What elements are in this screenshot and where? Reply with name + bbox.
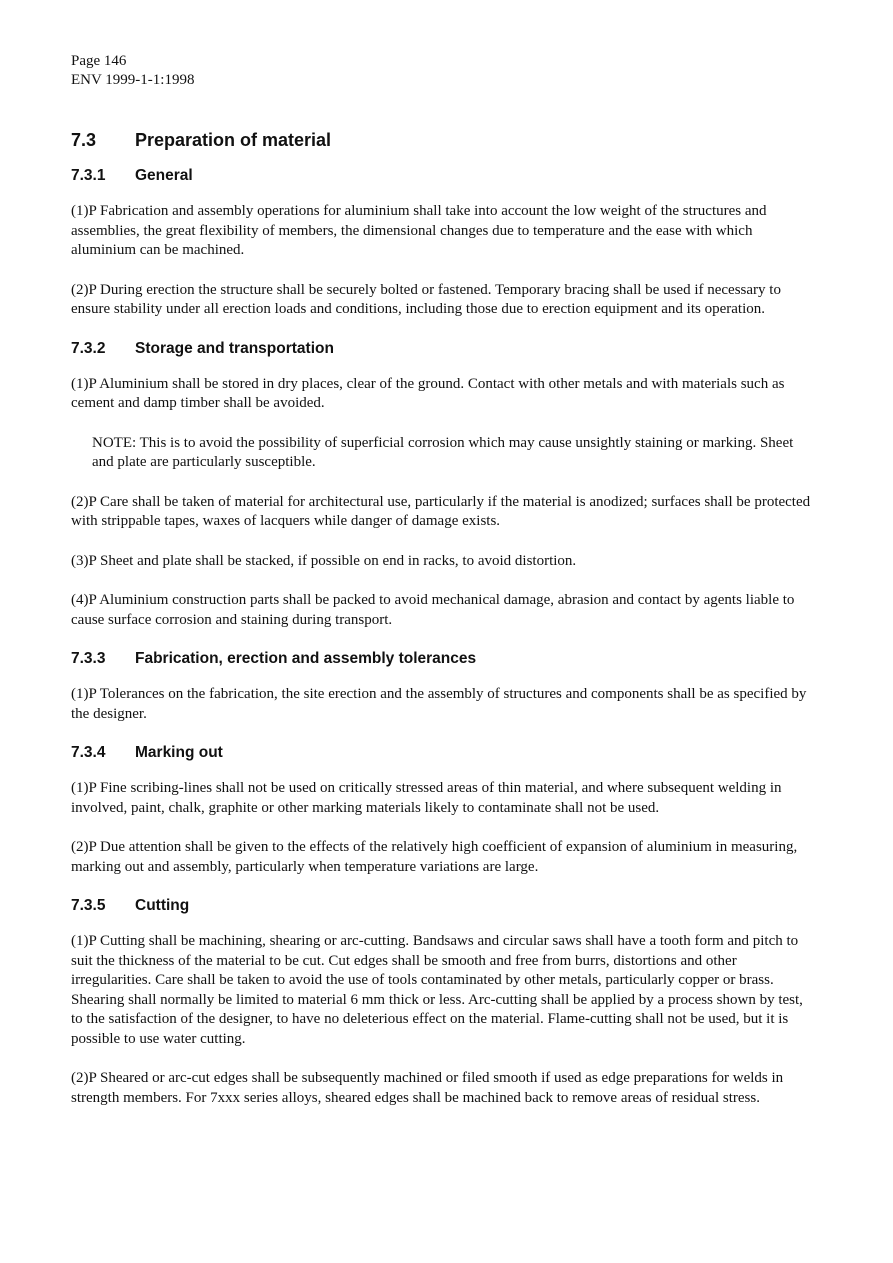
document-body <box>71 130 816 1128</box>
subsection-number: 7.3.5 <box>71 897 106 914</box>
section-heading <box>71 130 816 151</box>
subsection-heading-storage <box>71 340 816 358</box>
paragraph: (2)P Sheared or arc-cut edges shall be subsequently machined or filed smooth if used as edge preparations for welds in strength members. For 7xxx series alloys, sheared edges shall be machined back to remove areas of residual stress. <box>71 1070 784 1106</box>
page-number: Page 146 <box>71 53 127 69</box>
subsection-heading-cutting <box>71 897 816 915</box>
paragraph: (2)P During erection the structure shall be securely bolted or fastened. Temporary bracing shall be used if necessary to ensure stability under all erection loads and conditions, including those due to erection equipment and its operation. <box>71 281 781 317</box>
subsection-title: Storage and transportation <box>135 339 334 357</box>
subsection-title: Marking out <box>135 744 223 761</box>
note-paragraph: NOTE: This is to avoid the possibility of superficial corrosion which may cause unsightly staining or marking. Sheet and plate are particularly susceptible. <box>92 434 794 470</box>
subsection-title: Cutting <box>135 897 190 914</box>
paragraph: (2)P Care shall be taken of material for architectural use, particularly if the material is anodized; surfaces shall be protected with strippable tapes, waxes of lacquers while danger of damage exists. <box>71 493 811 529</box>
standard-reference: ENV 1999-1-1:1998 <box>71 72 195 88</box>
subsection-heading-tolerances <box>71 650 816 668</box>
paragraph: (1)P Cutting shall be machining, shearing or arc-cutting. Bandsaws and circular saws shall have a tooth form and pitch to suit the thickness of the material to be cut. Cut edges shall be smooth and free from burrs, distortions and other irregularities. Care shall be taken to avoid the use of tools contaminated by other metals, particularly copper or brass. Shearing shall normally be limited to material 6 mm thick or less. Arc-cutting shall be applied by a process shown by test, to the satisfaction of the designer, to have no deleterious effect on the material. Flame-cutting shall not be used, but it is possible to use water cutting. <box>71 933 803 1047</box>
subsection-title: General <box>135 167 193 184</box>
subsection-number: 7.3.1 <box>71 167 106 184</box>
subsection-number: 7.3.3 <box>71 650 106 667</box>
subsection-number: 7.3.2 <box>71 339 106 357</box>
paragraph: (1)P Fine scribing-lines shall not be used on critically stressed areas of thin material, and where subsequent welding in involved, paint, chalk, graphite or other marking materials likely to contaminate shall not be used. <box>71 780 782 816</box>
subsection-heading-general <box>71 167 816 185</box>
page-header <box>71 52 194 90</box>
paragraph: (2)P Due attention shall be given to the effects of the relatively high coefficient of expansion of aluminium in measuring, marking out and assembly, particularly when temperature variations are large. <box>71 839 798 875</box>
paragraph: (3)P Sheet and plate shall be stacked, if possible on end in racks, to avoid distortion. <box>71 552 577 569</box>
subsection-title: Fabrication, erection and assembly tolerances <box>135 650 477 667</box>
section-title: Preparation of material <box>135 130 332 150</box>
paragraph: (4)P Aluminium construction parts shall be packed to avoid mechanical damage, abrasion and contact by agents liable to cause surface corrosion and staining during transport. <box>71 592 795 628</box>
paragraph: (1)P Tolerances on the fabrication, the site erection and the assembly of structures and components shall be as specified by the designer. <box>71 686 807 722</box>
subsection-number: 7.3.4 <box>71 744 106 761</box>
paragraph: (1)P Aluminium shall be stored in dry places, clear of the ground. Contact with other metals and with materials such as cement and damp timber shall be avoided. <box>71 375 785 411</box>
subsection-heading-marking-out <box>71 744 816 762</box>
paragraph: (1)P Fabrication and assembly operations for aluminium shall take into account the low weight of the structures and assemblies, the great flexibility of members, the dimensional changes due to temperature and the ease with which aluminium can be machined. <box>71 203 767 258</box>
section-number: 7.3 <box>71 130 97 150</box>
